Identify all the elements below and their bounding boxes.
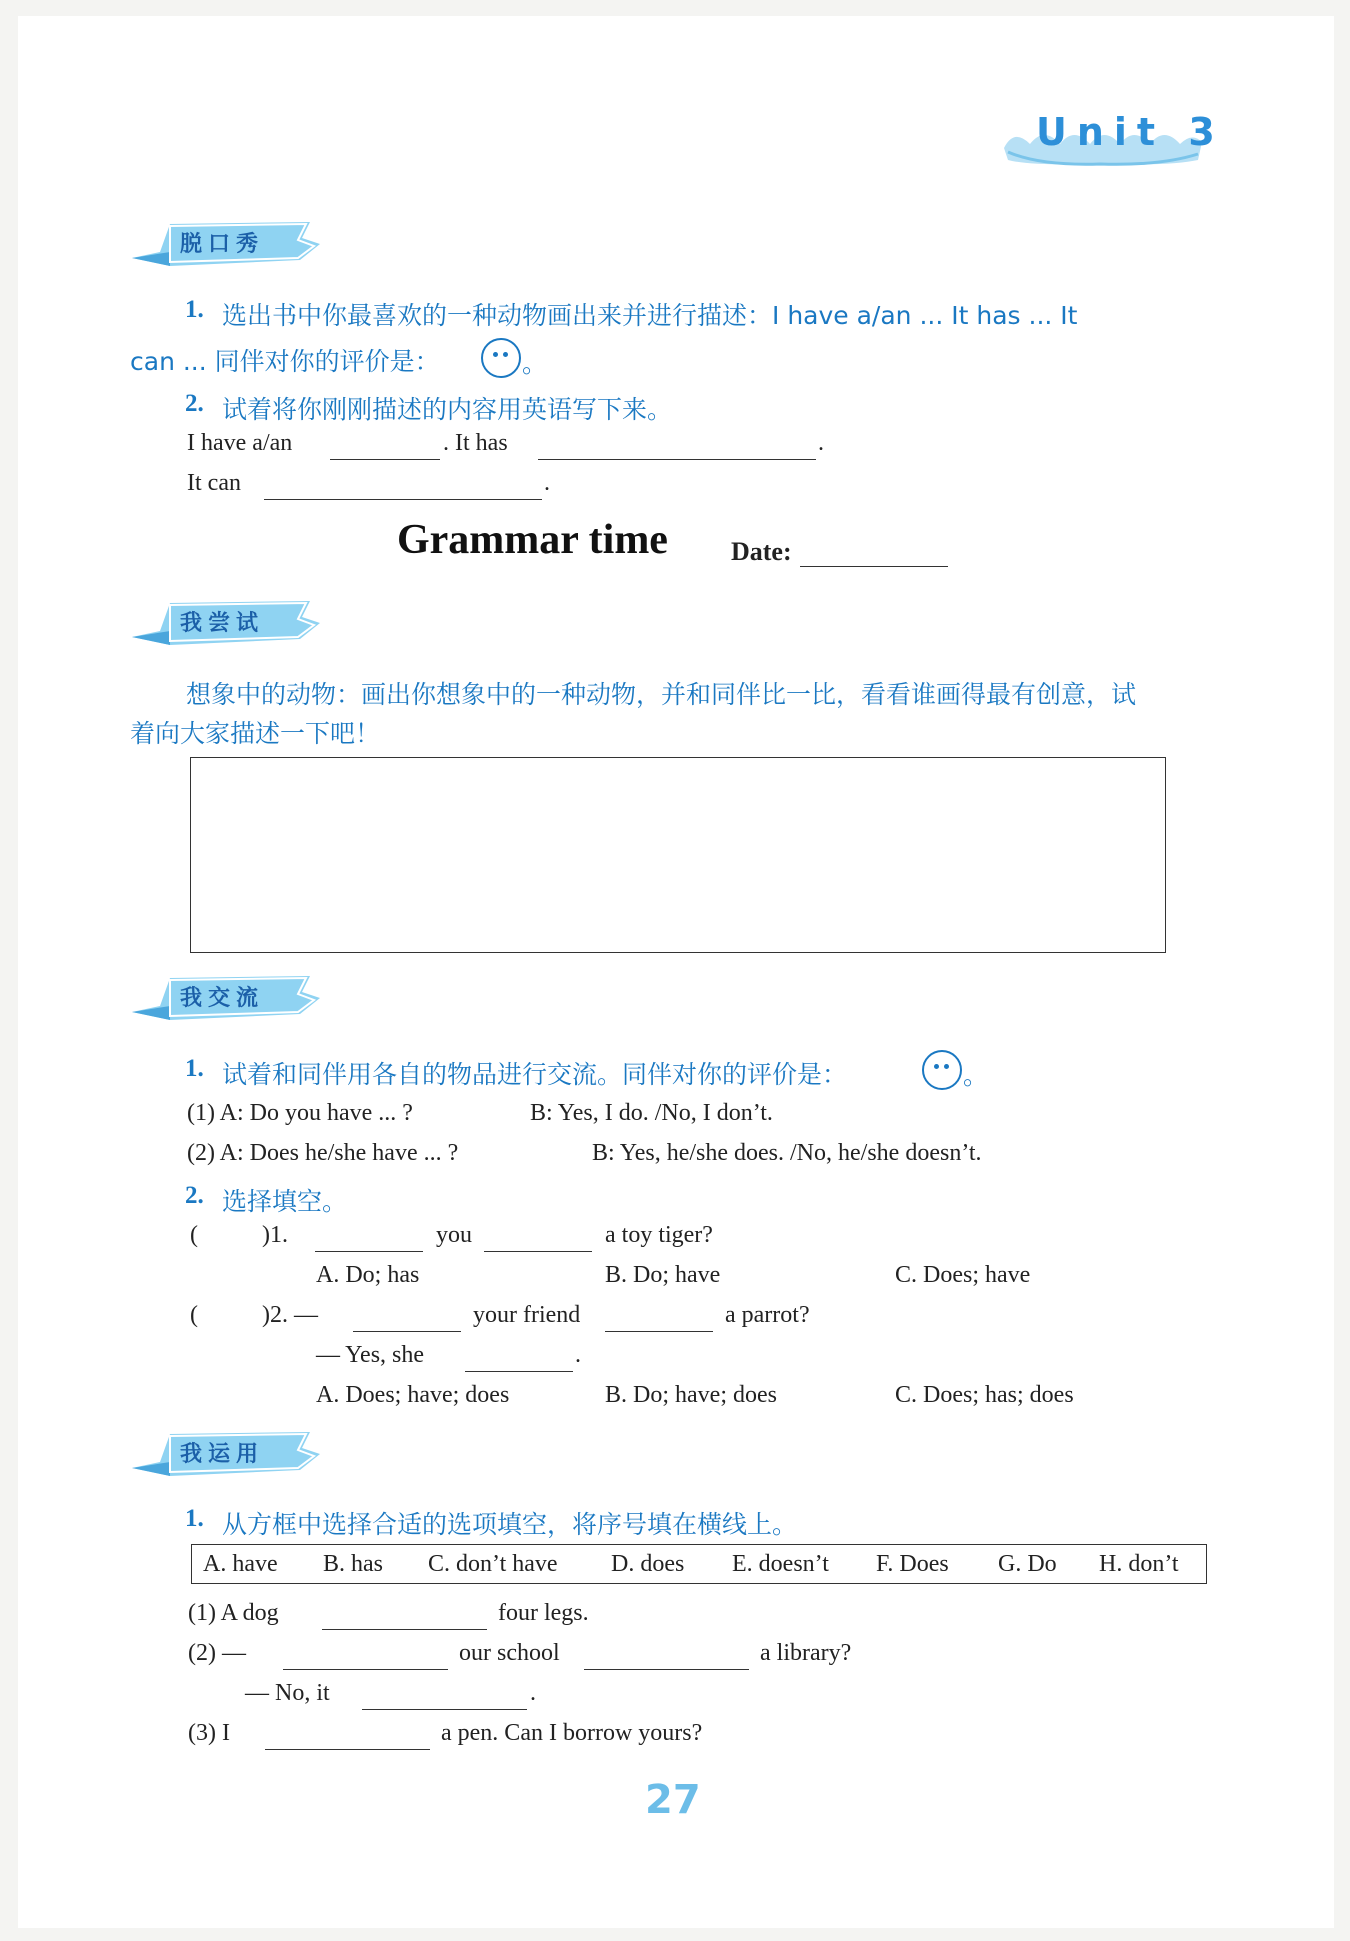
item2-word-1: your friend: [473, 1302, 581, 1328]
fill-2-answer-prefix: — No, it: [245, 1680, 330, 1706]
fill-2-mid: our school: [459, 1640, 560, 1666]
item2-word-2: a parrot?: [725, 1302, 810, 1328]
page-title: Grammar time: [397, 517, 668, 563]
item1-word-2: a toy tiger?: [605, 1222, 713, 1248]
s3-q2-text: 选择填空。: [222, 1187, 348, 1216]
dialogue-1-b: B: Yes, I do. /No, I don’t.: [530, 1100, 773, 1126]
item2-answer-end: .: [575, 1342, 581, 1368]
fill-2-suffix: a library?: [760, 1640, 852, 1666]
item2-option-a: A. Does; have; does: [316, 1382, 510, 1408]
option-a: A. have: [203, 1551, 278, 1577]
fill-1-suffix: four legs.: [498, 1600, 589, 1626]
item2-number: )2. —: [262, 1302, 318, 1328]
option-c: C. don’t have: [428, 1551, 558, 1577]
item2-blank-2[interactable]: [605, 1309, 713, 1332]
item2-blank-1[interactable]: [353, 1309, 461, 1332]
s1-q2-text: 试着将你刚刚描述的内容用英语写下来。: [222, 395, 673, 424]
section-title-apply: 我运用: [180, 1442, 265, 1467]
fill-2-blank-2[interactable]: [584, 1647, 749, 1670]
dialogue-2-a: (2) A: Does he/she have ... ?: [187, 1140, 459, 1166]
item2-answer-slot[interactable]: [204, 1302, 260, 1328]
item1-option-b: B. Do; have: [605, 1262, 721, 1288]
s1-line1-prefix: I have a/an: [187, 430, 293, 456]
date-blank[interactable]: [800, 566, 948, 567]
section-title-try: 我尝试: [180, 611, 265, 636]
item2-open-paren: (: [190, 1302, 198, 1328]
s1-q1-text-cont: can ... 同伴对你的评价是：: [130, 347, 440, 376]
item1-blank-1[interactable]: [315, 1229, 423, 1252]
s4-q1-text: 从方框中选择合适的选项填空，将序号填在横线上。: [222, 1510, 798, 1539]
s3-q1-number: 1.: [185, 1055, 204, 1082]
s1-line1-mid: . It has: [443, 430, 508, 456]
item1-answer-slot[interactable]: [204, 1222, 260, 1248]
fill-3-prefix: (3) I: [188, 1720, 230, 1746]
section-title-communicate: 我交流: [180, 986, 265, 1011]
s1-line2-prefix: It can: [187, 470, 241, 496]
blank-it-can[interactable]: [264, 477, 542, 500]
s2-instruction: 想象中的动物：画出你想象中的一种动物，并和同伴比一比，看看谁画得最有创意，试: [186, 680, 1137, 709]
item1-number: )1.: [262, 1222, 288, 1248]
fill-3-blank[interactable]: [265, 1727, 430, 1750]
smiley-face-icon-2: [922, 1050, 962, 1090]
s3-q1-end: 。: [963, 1061, 989, 1090]
fill-2-answer-end: .: [530, 1680, 536, 1706]
option-e: E. doesn’t: [732, 1551, 829, 1577]
dialogue-2-b: B: Yes, he/she does. /No, he/she doesn’t.: [592, 1140, 982, 1166]
option-h: H. don’t: [1099, 1551, 1179, 1577]
item2-blank-3[interactable]: [465, 1349, 573, 1372]
fill-3-suffix: a pen. Can I borrow yours?: [441, 1720, 703, 1746]
option-f: F. Does: [876, 1551, 949, 1577]
date-label: Date:: [731, 537, 792, 566]
blank-animal[interactable]: [330, 437, 440, 460]
fill-1-blank[interactable]: [322, 1607, 487, 1630]
s1-line2-end: .: [544, 470, 550, 496]
blank-it-has[interactable]: [538, 437, 816, 460]
s1-q2-number: 2.: [185, 390, 204, 417]
smiley-face-icon: [481, 338, 521, 378]
option-g: G. Do: [998, 1551, 1057, 1577]
dialogue-1-a: (1) A: Do you have ... ?: [187, 1100, 413, 1126]
fill-1-prefix: (1) A dog: [188, 1600, 279, 1626]
option-d: D. does: [611, 1551, 685, 1577]
item2-option-b: B. Do; have; does: [605, 1382, 777, 1408]
s4-q1-number: 1.: [185, 1505, 204, 1532]
item1-option-a: A. Do; has: [316, 1262, 420, 1288]
item1-word-1: you: [436, 1222, 472, 1248]
item1-blank-2[interactable]: [484, 1229, 592, 1252]
s1-q1-text: 选出书中你最喜欢的一种动物画出来并进行描述：I have a/an ... It has ... It: [222, 301, 1078, 330]
s1-q1-number: 1.: [185, 296, 204, 323]
item1-open-paren: (: [190, 1222, 198, 1248]
unit-label: Unit 3: [1036, 110, 1225, 154]
s1-q1-end: 。: [522, 349, 548, 378]
s2-instruction-cont: 着向大家描述一下吧！: [130, 719, 381, 748]
fill-2-prefix: (2) —: [188, 1640, 246, 1666]
fill-2-blank-1[interactable]: [283, 1647, 448, 1670]
s1-line1-end: .: [818, 430, 824, 456]
s3-q2-number: 2.: [185, 1182, 204, 1209]
fill-2-blank-3[interactable]: [362, 1687, 527, 1710]
item2-option-c: C. Does; has; does: [895, 1382, 1074, 1408]
s3-q1-text: 试着和同伴用各自的物品进行交流。同伴对你的评价是：: [222, 1060, 848, 1089]
drawing-box[interactable]: [190, 757, 1166, 953]
item2-answer-prefix: — Yes, she: [316, 1342, 425, 1368]
page-number: 27: [645, 1777, 701, 1823]
section-title-talk-show: 脱口秀: [180, 232, 265, 257]
option-b: B. has: [323, 1551, 383, 1577]
item1-option-c: C. Does; have: [895, 1262, 1031, 1288]
